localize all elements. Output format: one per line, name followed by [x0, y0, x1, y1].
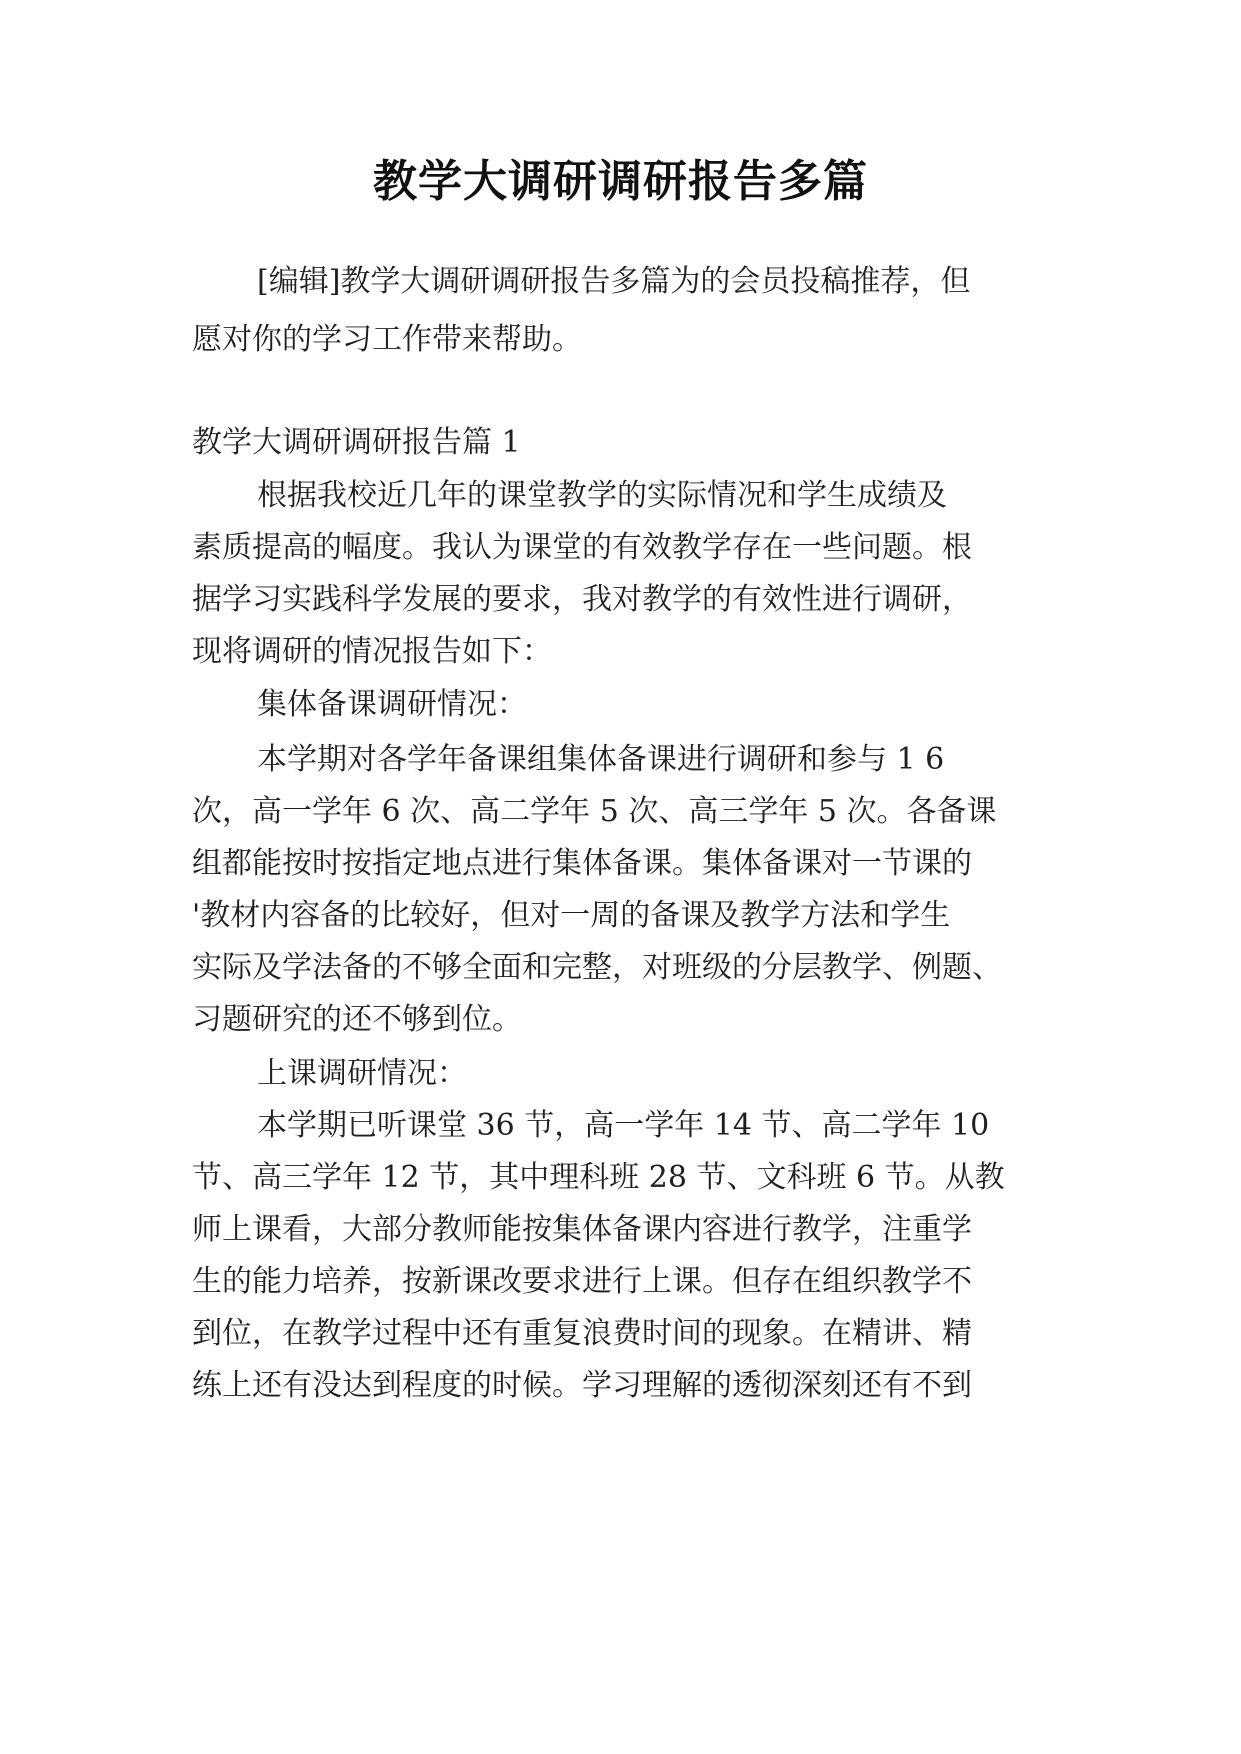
intro-line-1: [编辑]教学大调研调研报告多篇为的会员投稿推荐，但 [257, 264, 971, 299]
paragraph-line: 本学期已听课堂 36 节，高一学年 14 节、高二学年 10 [257, 1108, 990, 1143]
paragraph-line: 习题研究的还不够到位。 [192, 1002, 522, 1037]
paragraph-line: 到位，在教学过程中还有重复浪费时间的现象。在精讲、精 [192, 1316, 972, 1351]
section-heading-1: 教学大调研调研报告篇 1 [192, 425, 521, 460]
paragraph-line: 实际及学法备的不够全面和完整，对班级的分层教学、例题、 [192, 950, 1002, 985]
paragraph-line: 素质提高的幅度。我认为课堂的有效教学存在一些问题。根 [192, 530, 972, 565]
paragraph-line: 组都能按时按指定地点进行集体备课。集体备课对一节课的 [192, 846, 972, 881]
paragraph-line: 师上课看，大部分教师能按集体备课内容进行教学，注重学 [192, 1212, 972, 1247]
subheading-line: 上课调研情况： [257, 1056, 467, 1091]
paragraph-line: 本学期对各学年备课组集体备课进行调研和参与 1 6 [257, 742, 945, 777]
intro-line-2: 愿对你的学习工作带来帮助。 [192, 322, 582, 357]
paragraph-line: 生的能力培养，按新课改要求进行上课。但存在组织教学不 [192, 1264, 972, 1299]
paragraph-line: 练上还有没达到程度的时候。学习理解的透彻深刻还有不到 [192, 1368, 972, 1403]
paragraph-line: 节、高三学年 12 节，其中理科班 28 节、文科班 6 节。从教 [192, 1160, 1005, 1195]
document-title: 教学大调研调研报告多篇 [373, 156, 868, 207]
paragraph-line: 根据我校近几年的课堂教学的实际情况和学生成绩及 [257, 478, 947, 513]
paragraph-line: 次，高一学年 6 次、高二学年 5 次、高三学年 5 次。各备课 [192, 794, 997, 829]
paragraph-line: 现将调研的情况报告如下： [192, 634, 552, 669]
paragraph-line: '教材内容备的比较好，但对一周的备课及教学方法和学生 [192, 898, 951, 933]
paragraph-line: 据学习实践科学发展的要求，我对教学的有效性进行调研， [192, 582, 972, 617]
subheading-line: 集体备课调研情况： [257, 687, 527, 722]
